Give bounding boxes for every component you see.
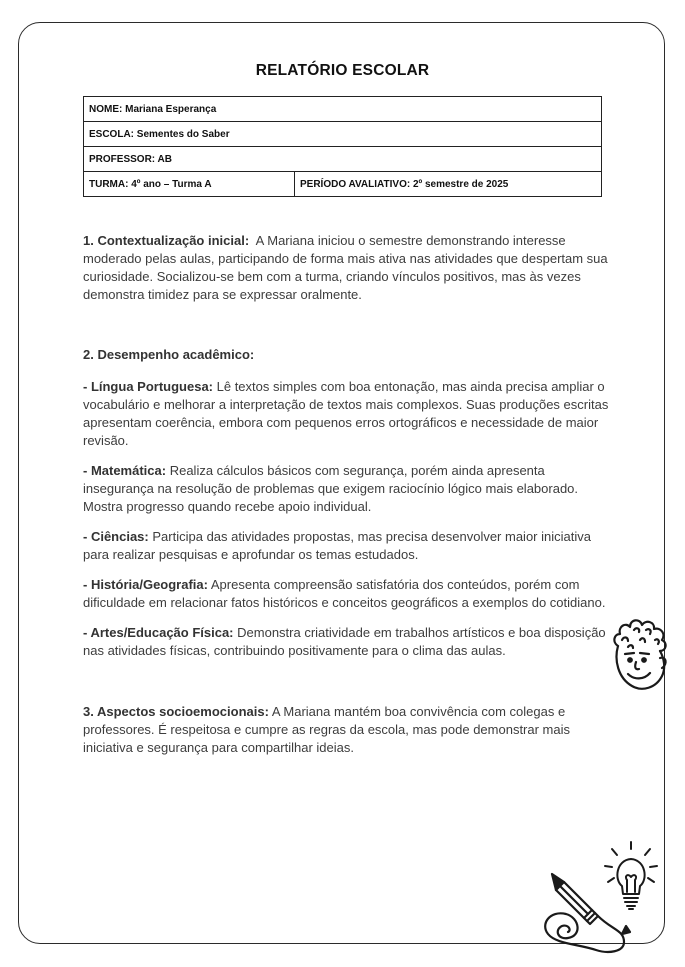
- document-title: RELATÓRIO ESCOLAR: [255, 62, 430, 79]
- pencil-swirl-doodle-icon: [538, 868, 634, 954]
- boy-face-doodle-icon: [608, 616, 670, 698]
- subject-text: Participa das atividades propostas, mas precisa desenvolver maior iniciativa para realizar pesquisas e aprofundar os temas estudados.: [83, 529, 591, 562]
- subject-label: - História/Geografia:: [83, 577, 208, 592]
- section-socioemotional: [83, 703, 613, 757]
- section-context: [83, 232, 613, 304]
- student-name: NOME: Mariana Esperança: [84, 97, 602, 122]
- teacher-name: PROFESSOR: AB: [84, 147, 602, 172]
- school-name: ESCOLA: Sementes do Saber: [84, 122, 602, 147]
- section-socioemotional-heading: 3. Aspectos socioemocionais:: [83, 704, 269, 719]
- class-name: TURMA: 4º ano – Turma A: [84, 172, 295, 197]
- subject-label: - Ciências:: [83, 529, 149, 544]
- section-socioemotional-text: A Mariana mantém boa convivência com colegas e professores. É respeitosa e cumpre as regras da escola, mas pode demonstrar mais iniciativa e segurança para compartilhar ideias.: [83, 704, 571, 755]
- section-academic-heading: 2. Desempenho acadêmico:: [83, 347, 255, 362]
- subject-arts-pe: [83, 624, 613, 660]
- section-context-heading: 1. Contextualização inicial:: [83, 233, 250, 248]
- subject-portuguese: [83, 378, 613, 450]
- subject-history-geography: [83, 576, 613, 612]
- subject-text: Demonstra criatividade em trabalhos artísticos e boa disposição nas atividades físicas, contribuindo positivamente para o clima das aulas.: [83, 625, 606, 658]
- subject-label: - Língua Portuguesa:: [83, 379, 213, 394]
- subject-text: Apresenta compreensão satisfatória dos conteúdos, porém com dificuldade em relacionar fatos históricos e conceitos geográficos a exemplos do cotidiano.: [83, 577, 606, 610]
- subject-text: Realiza cálculos básicos com segurança, porém ainda apresenta insegurança na resolução de problemas que exigem raciocínio lógico mais elaborado. Mostra progresso quando recebe apoio individual.: [83, 463, 579, 514]
- student-info-table: [83, 96, 602, 197]
- report-body: [83, 232, 613, 757]
- subject-text: Lê textos simples com boa entonação, mas ainda precisa ampliar o vocabulário e melhorar a interpretação de textos mais complexos. Suas produções escritas apresentam coerência, embora com pequenos erros ortográficos e necessidade de maior revisão.: [83, 379, 609, 448]
- subject-science: [83, 528, 613, 564]
- evaluation-period: PERÍODO AVALIATIVO: 2º semestre de 2025: [295, 172, 602, 197]
- subject-label: - Artes/Educação Física:: [83, 625, 234, 640]
- section-context-text: A Mariana iniciou o semestre demonstrando interesse moderado pelas aulas, participando de forma mais ativa nas atividades que despertam sua curiosidade. Socializou-se bem com a turma, criando vínculos positivos, mas às vezes demonstra timidez para se expressar oralmente.: [83, 233, 608, 302]
- subject-math: [83, 462, 613, 516]
- subject-label: - Matemática:: [83, 463, 167, 478]
